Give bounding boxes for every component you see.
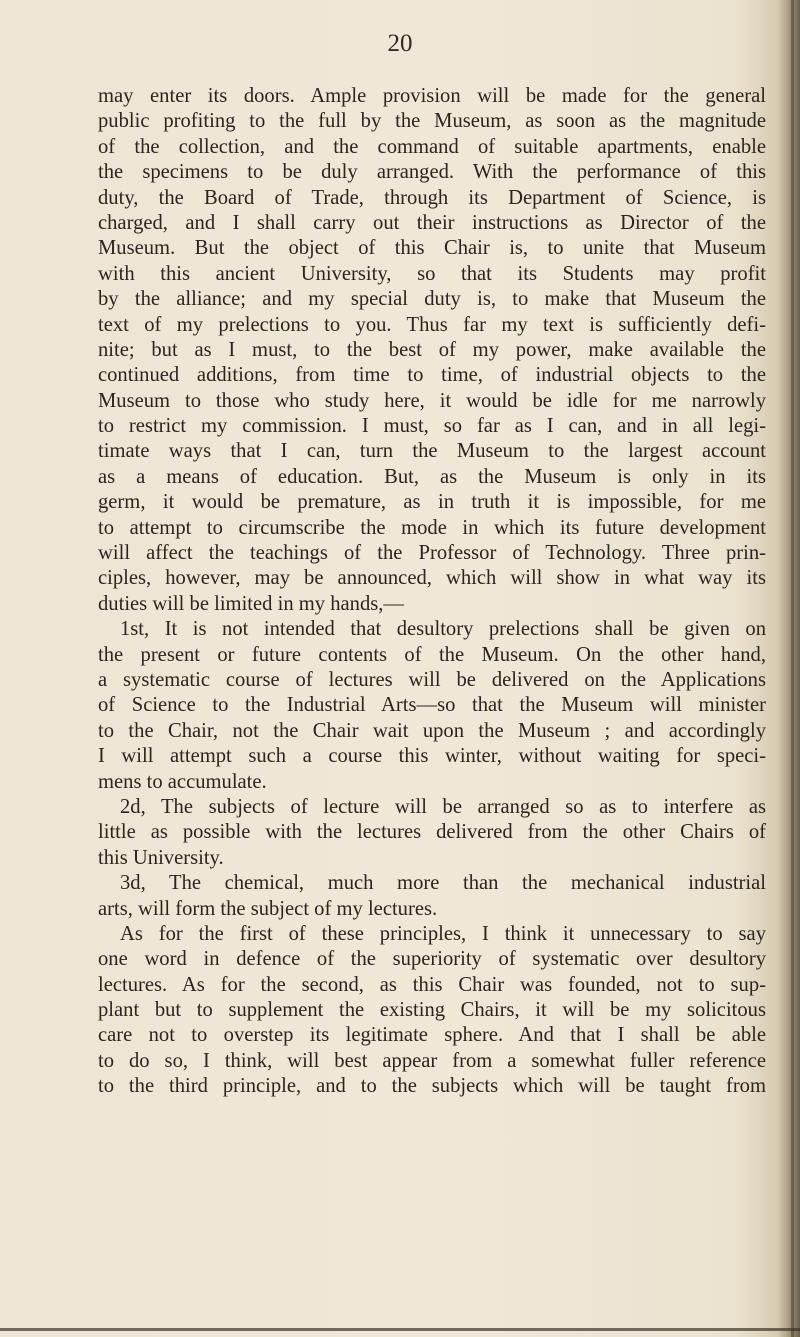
text-line: care not to overstep its legitimate sphere. And that I shall be able xyxy=(98,1024,766,1047)
text-line: I will attempt such a course this winter, without waiting for speci- xyxy=(98,745,766,768)
page-edge-line xyxy=(791,0,794,1337)
text-line: duty, the Board of Trade, through its Department of Science, is xyxy=(98,186,766,209)
page-edge-shadow xyxy=(778,0,800,1337)
text-line: this University. xyxy=(98,846,224,869)
text-line: As for the first of these principles, I think it unnecessary to say xyxy=(120,922,766,945)
text-line: the present or future contents of the Museum. On the other hand, xyxy=(98,643,766,666)
text-line: germ, it would be premature, as in truth it is impossible, for me xyxy=(98,491,766,514)
text-line: text of my prelections to you. Thus far my text is sufficiently defi- xyxy=(98,313,766,336)
text-line: by the alliance; and my special duty is, to make that Museum the xyxy=(98,288,766,311)
text-line: plant but to supplement the existing Chairs, it will be my solicitous xyxy=(98,999,766,1022)
text-line: of the collection, and the command of suitable apartments, enable xyxy=(98,135,766,158)
text-line: ciples, however, may be announced, which will show in what way its xyxy=(98,567,766,590)
text-line: duties will be limited in my hands,— xyxy=(98,592,405,615)
text-line: with this ancient University, so that its Students may profit xyxy=(98,262,766,285)
text-line: a systematic course of lectures will be delivered on the Applications xyxy=(98,668,766,691)
text-line: Museum. But the object of this Chair is, to unite that Museum xyxy=(98,237,766,260)
text-line: 3d, The chemical, much more than the mechanical industrial xyxy=(120,872,766,895)
page-bottom-edge xyxy=(0,1328,800,1331)
text-line: to attempt to circumscribe the mode in which its future development xyxy=(98,516,766,539)
text-line: lectures. As for the second, as this Chair was founded, not to sup- xyxy=(98,973,766,996)
text-line: arts, will form the subject of my lectures. xyxy=(98,897,438,920)
text-line: mens to accumulate. xyxy=(98,770,267,793)
text-line: 1st, It is not intended that desultory prelections shall be given on xyxy=(120,618,766,641)
text-line: the specimens to be duly arranged. With the performance of this xyxy=(98,161,766,184)
text-line: may enter its doors. Ample provision will be made for the general xyxy=(98,85,766,107)
text-line: to do so, I think, will best appear from a somewhat fuller reference xyxy=(98,1049,766,1072)
body-text xyxy=(98,84,766,1100)
text-line: to restrict my commission. I must, so far as I can, and in all legi- xyxy=(98,415,766,438)
text-line: to the third principle, and to the subjects which will be taught from xyxy=(98,1075,766,1098)
text-line: as a means of education. But, as the Museum is only in its xyxy=(98,465,766,488)
text-line: charged, and I shall carry out their instructions as Director of the xyxy=(98,211,766,234)
text-line: Museum to those who study here, it would be idle for me narrowly xyxy=(98,389,766,412)
text-line: little as possible with the lectures delivered from the other Chairs of xyxy=(98,821,766,844)
page-number: 20 xyxy=(387,30,413,57)
text-line: to the Chair, not the Chair wait upon the Museum ; and accordingly xyxy=(98,719,766,742)
text-line: one word in defence of the superiority of systematic over desultory xyxy=(98,948,766,971)
text-line: of Science to the Industrial Arts—so that the Museum will minister xyxy=(98,694,766,717)
text-line: nite; but as I must, to the best of my power, make available the xyxy=(98,338,766,361)
text-line: will affect the teachings of the Professor of Technology. Three prin- xyxy=(98,542,766,565)
text-line: timate ways that I can, turn the Museum to the largest account xyxy=(98,440,766,463)
text-line: 2d, The subjects of lecture will be arranged so as to interfere as xyxy=(120,795,766,818)
text-line: public profiting to the full by the Museum, as soon as the magnitude xyxy=(98,110,766,133)
text-line: continued additions, from time to time, of industrial objects to the xyxy=(98,364,766,387)
